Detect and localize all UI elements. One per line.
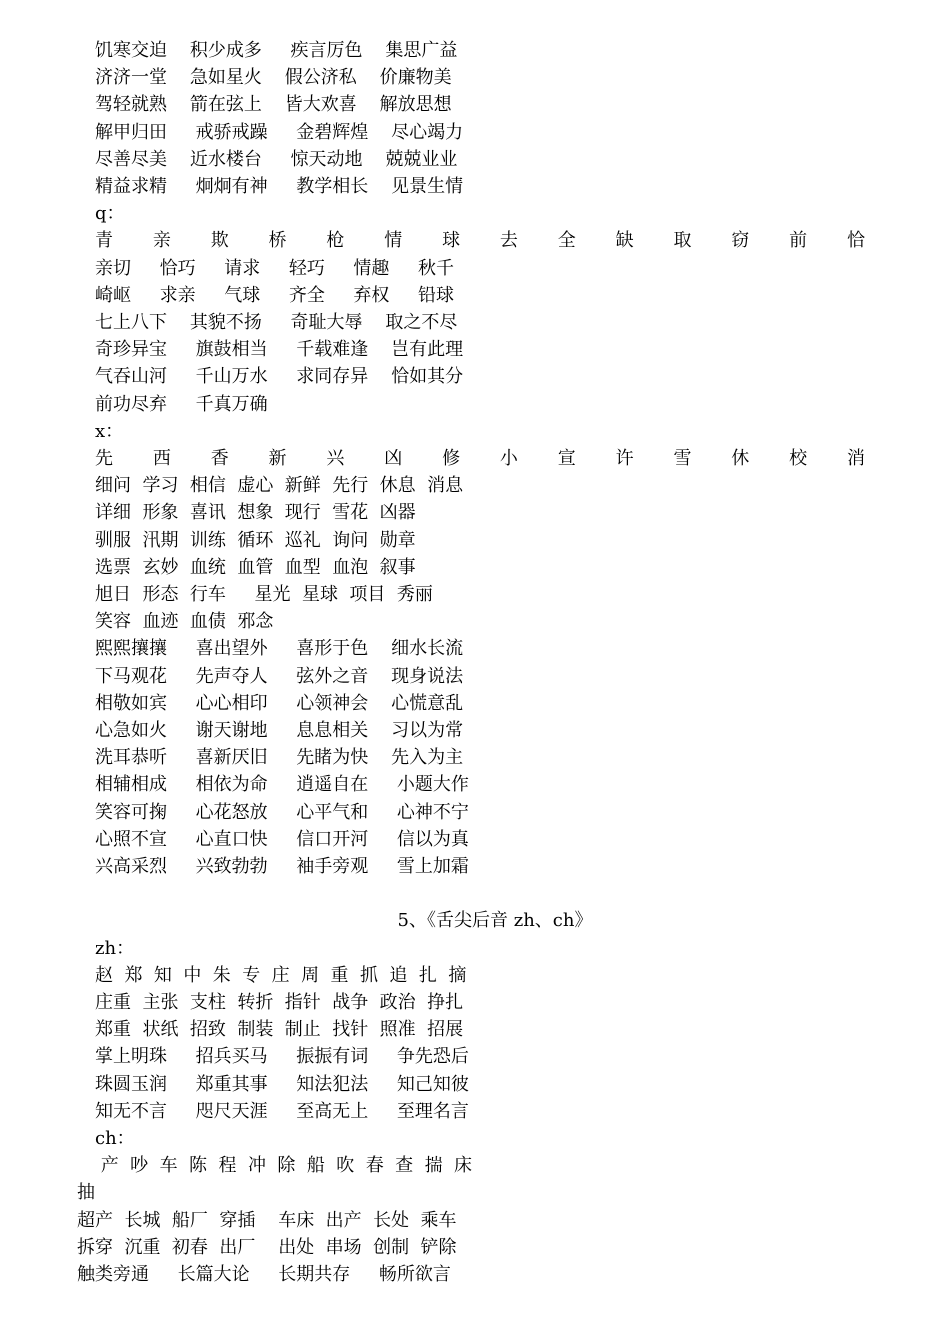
char-cell: 校 xyxy=(789,448,808,469)
text-line: 旭日 形态 行车 星光 星球 项目 秀丽 xyxy=(95,584,433,605)
text-line: x： xyxy=(95,420,124,442)
text-line: 济济一堂 急如星火 假公济私 价廉物美 xyxy=(95,67,452,89)
char-cell: 桥 xyxy=(268,230,287,252)
text-line: q： xyxy=(95,203,125,225)
text-line: 心急如火 谢天谢地 息息相关 习以为常 xyxy=(95,720,464,741)
text-line: 兴高采烈 兴致勃勃 袖手旁观 雪上加霜 xyxy=(95,856,469,877)
text-line: 珠圆玉润 郑重其事 知法犯法 知己知彼 xyxy=(95,1073,469,1095)
text-line: 郑重 状纸 招致 制装 制止 找针 照准 招展 xyxy=(95,1019,464,1041)
text-line: 赵 郑 知 中 朱 专 庄 周 重 抓 追 扎 摘 xyxy=(95,964,467,986)
text-line: 驯服 汛期 训练 循环 巡礼 询问 勋章 xyxy=(95,529,416,551)
text-line: 详细 形象 喜讯 想象 现行 雪花 凶器 xyxy=(95,502,416,524)
text-line: 心照不宣 心直口快 信口开河 信以为真 xyxy=(95,828,469,850)
text-line: 前功尽弃 千真万确 xyxy=(95,393,268,415)
text-line: 崎岖 求亲 气球 齐全 弃权 铅球 xyxy=(95,284,455,306)
text-line: 驾轻就熟 箭在弦上 皆大欢喜 解放思想 xyxy=(95,94,452,116)
text-line: 解甲归田 戒骄戒躁 金碧辉煌 尽心竭力 xyxy=(95,121,464,143)
char-row xyxy=(95,445,865,472)
char-cell: 西 xyxy=(152,448,171,469)
text-line: 细问 学习 相信 虚心 新鲜 先行 休息 消息 xyxy=(95,475,464,497)
text-line: 笑容 血迹 血债 邪念 xyxy=(95,611,274,633)
text-line: 相辅相成 相依为命 逍遥自在 小题大作 xyxy=(95,774,469,796)
char-cell: 许 xyxy=(615,448,634,469)
char-cell: 恰 xyxy=(846,230,865,252)
text-line: 奇珍异宝 旗鼓相当 千载难逢 岂有此理 xyxy=(95,339,464,361)
text-line: 熙熙攘攘 喜出望外 喜形于色 细水长流 xyxy=(95,638,464,660)
text-line: 掌上明珠 招兵买马 振振有词 争先恐后 xyxy=(95,1046,469,1068)
char-cell: 先 xyxy=(95,448,113,469)
char-cell: 宣 xyxy=(557,448,576,469)
text-line: 庄重 主张 支柱 转折 指针 战争 政治 挣扎 xyxy=(95,992,464,1013)
text-line: 尽善尽美 近水楼台 惊天动地 兢兢业业 xyxy=(95,148,458,170)
text-line: 产 吵 车 陈 程 冲 除 船 吹 春 查 揣 床 xyxy=(95,1155,473,1177)
char-cell: 情 xyxy=(384,230,403,252)
text-line: 相敬如宾 心心相印 心领神会 心慌意乱 xyxy=(95,692,464,714)
char-cell: 凶 xyxy=(384,448,403,469)
char-row xyxy=(95,227,865,254)
char-cell: 球 xyxy=(442,230,461,252)
char-cell: 全 xyxy=(557,230,576,252)
text-line: 七上八下 其貌不扬 奇耻大辱 取之不尽 xyxy=(95,312,458,333)
char-cell: 消 xyxy=(846,448,865,469)
char-cell: 新 xyxy=(268,448,287,469)
char-cell: 窃 xyxy=(731,230,750,252)
text-line: 抽 xyxy=(77,1182,95,1204)
text-line: 超产 长城 船厂 穿插 车床 出产 长处 乘车 xyxy=(77,1209,457,1231)
text-line: 触类旁通 长篇大论 长期共存 畅所欲言 xyxy=(77,1264,451,1285)
text-line: zh： xyxy=(95,937,135,959)
char-cell: 欺 xyxy=(210,230,229,252)
char-cell: 取 xyxy=(673,230,692,252)
section-heading: 5、《舌尖后音 zh、ch》 xyxy=(397,910,593,932)
char-cell: 雪 xyxy=(673,448,692,469)
text-line: 下马观花 先声夺人 弦外之音 现身说法 xyxy=(95,665,464,687)
char-cell: 前 xyxy=(789,230,808,252)
text-line: 笑容可掬 心花怒放 心平气和 心神不宁 xyxy=(95,801,469,823)
text-line: 饥寒交迫 积少成多 疾言厉色 集思广益 xyxy=(95,40,458,61)
char-cell: 缺 xyxy=(615,230,634,252)
char-cell: 修 xyxy=(442,448,461,469)
char-cell: 小 xyxy=(499,448,518,469)
char-cell: 去 xyxy=(499,230,518,252)
text-line: 亲切 恰巧 请求 轻巧 情趣 秋千 xyxy=(95,257,455,279)
text-line: 精益求精 炯炯有神 教学相长 见景生情 xyxy=(95,176,464,197)
char-cell: 青 xyxy=(95,230,113,252)
text-line: 知无不言 咫尺天涯 至高无上 至理名言 xyxy=(95,1100,469,1122)
char-cell: 枪 xyxy=(326,230,345,252)
char-cell: 香 xyxy=(210,448,229,469)
char-cell: 兴 xyxy=(326,448,345,469)
text-line: ch： xyxy=(95,1128,135,1149)
text-line: 拆穿 沉重 初春 出厂 出处 串场 创制 铲除 xyxy=(77,1236,457,1258)
text-line: 气吞山河 千山万水 求同存异 恰如其分 xyxy=(95,366,464,388)
char-cell: 亲 xyxy=(152,230,171,252)
text-line: 选票 玄妙 血统 血管 血型 血泡 叙事 xyxy=(95,556,416,578)
text-line: 洗耳恭听 喜新厌旧 先睹为快 先入为主 xyxy=(95,747,464,769)
char-cell: 休 xyxy=(731,448,750,469)
